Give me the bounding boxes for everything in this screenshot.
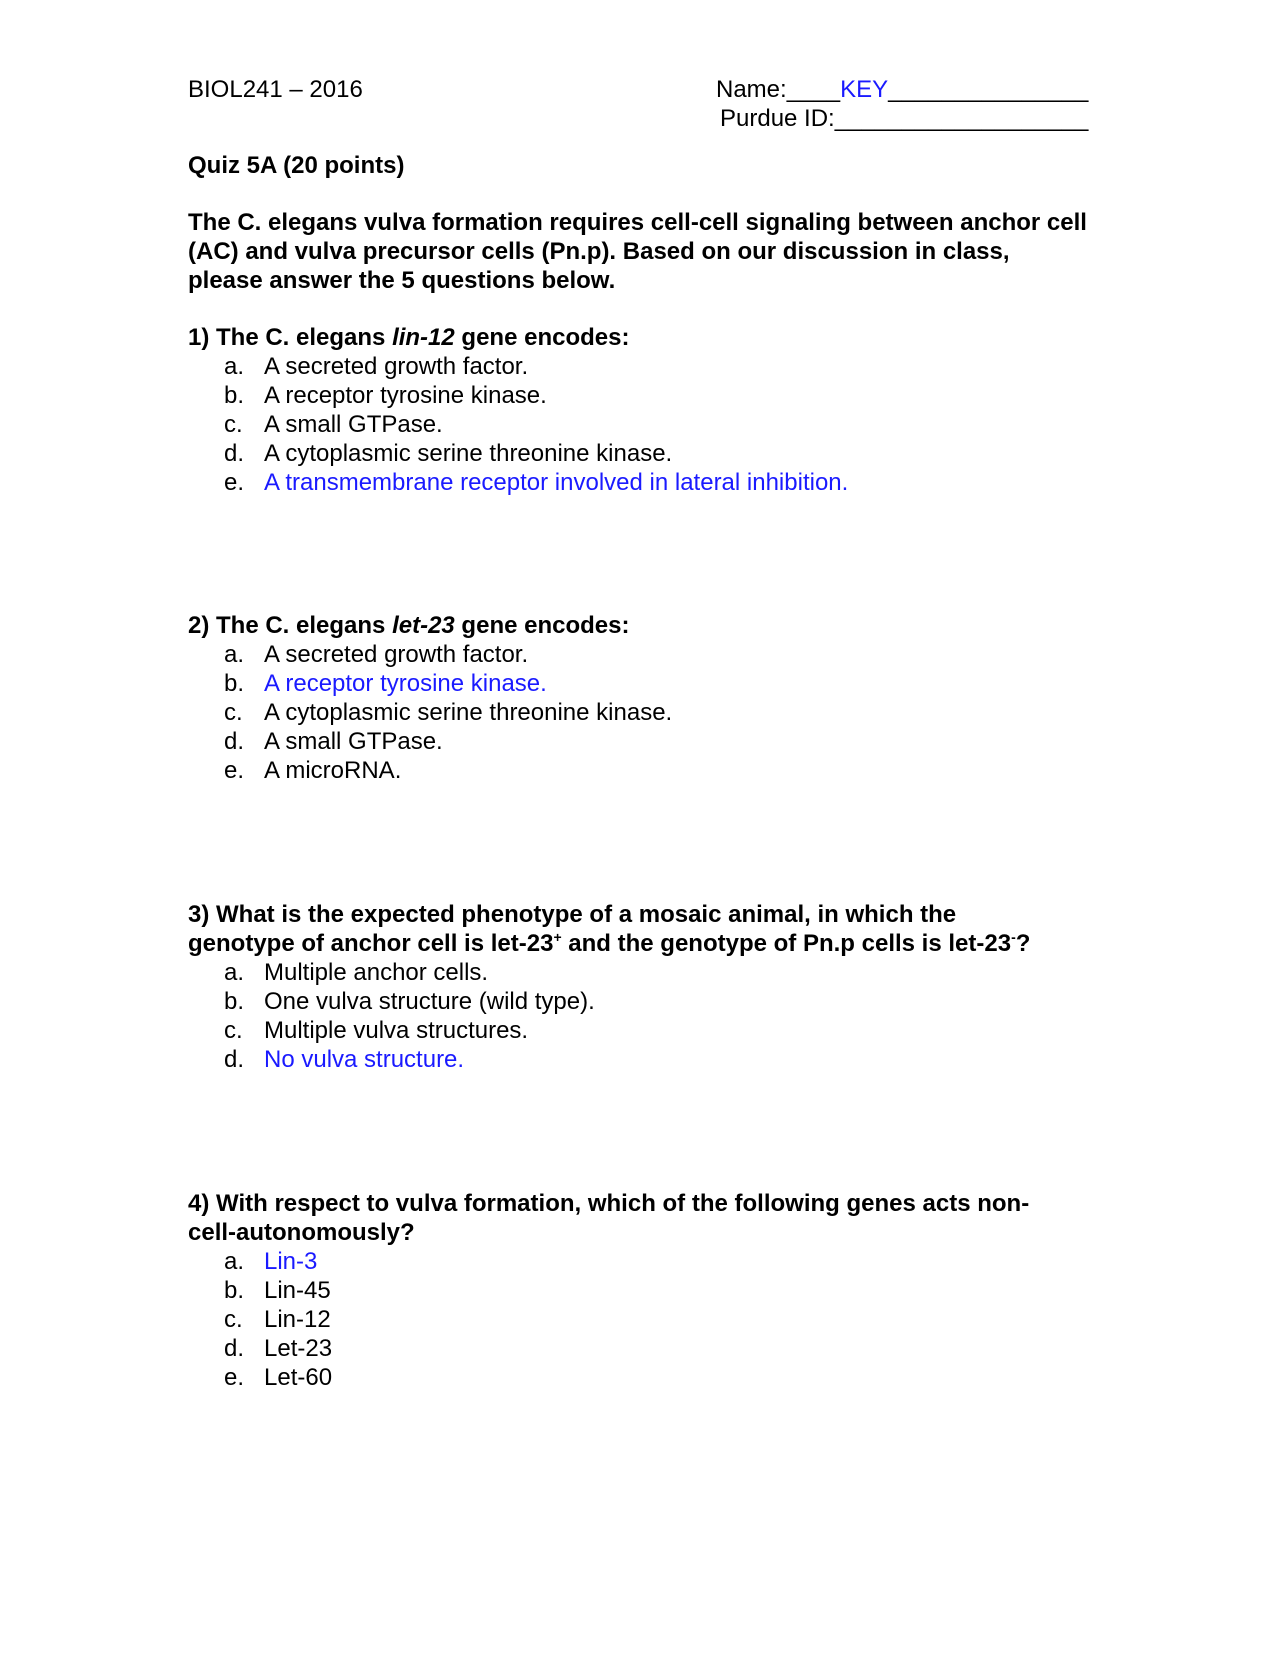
- option-item: [224, 698, 672, 727]
- question-3-title: [188, 900, 1088, 958]
- answer-text: Lin-3: [264, 1248, 318, 1275]
- question-4-title: [188, 1189, 1088, 1247]
- option-letter: d.: [224, 1046, 245, 1073]
- option-letter: c.: [224, 699, 243, 726]
- question-2-suffix: gene encodes:: [454, 612, 630, 639]
- option-item: [224, 1334, 332, 1363]
- option-item: [224, 381, 848, 410]
- option-item: [224, 1276, 332, 1305]
- course-label: BIOL241 – 2016: [188, 76, 363, 103]
- option-item-answer: [224, 1045, 595, 1074]
- option-item: [224, 1016, 595, 1045]
- option-item: [224, 1305, 332, 1334]
- option-item: [224, 640, 672, 669]
- option-item: [224, 727, 672, 756]
- answer-text: No vulva structure.: [264, 1046, 465, 1073]
- option-text: A small GTPase.: [264, 728, 443, 755]
- option-text: Lin-12: [264, 1306, 331, 1333]
- option-item: [224, 756, 672, 785]
- option-text: Multiple anchor cells.: [264, 959, 489, 986]
- option-text: Multiple vulva structures.: [264, 1017, 529, 1044]
- option-text: A small GTPase.: [264, 411, 443, 438]
- option-letter: b.: [224, 1277, 245, 1304]
- option-item-answer: [224, 468, 848, 497]
- option-item: [224, 1363, 332, 1392]
- option-text: A cytoplasmic serine threonine kinase.: [264, 699, 673, 726]
- quiz-title: Quiz 5A (20 points): [188, 152, 405, 179]
- question-3-options: [224, 958, 595, 1074]
- option-letter: e.: [224, 469, 245, 496]
- question-3-line-1: 3) What is the expected phenotype of a mosaic animal, in which the: [188, 901, 957, 928]
- option-letter: a.: [224, 1248, 245, 1275]
- name-value: KEY: [840, 76, 889, 103]
- answer-text: A transmembrane receptor involved in lateral inhibition.: [264, 469, 849, 496]
- name-line: [716, 75, 1088, 104]
- option-letter: d.: [224, 440, 245, 467]
- option-letter: d.: [224, 1335, 245, 1362]
- option-letter: b.: [224, 988, 245, 1015]
- question-1-prefix: 1) The C. elegans: [188, 324, 393, 351]
- option-item: [224, 410, 848, 439]
- superscript-minus: -: [1011, 929, 1016, 945]
- question-3-text-c: ?: [1015, 930, 1031, 957]
- intro-paragraph: The C. elegans vulva formation requires cell-cell signaling between anchor cell (AC) and vulva precursor cells (Pn.p). Based on our discussion in class, please answer the 5 questions below.: [188, 209, 1087, 294]
- question-3-line-2: [188, 929, 1088, 958]
- name-underline: _______________: [888, 76, 1089, 103]
- question-3-text-a: genotype of anchor cell is let-23: [188, 930, 554, 957]
- option-text: Let-23: [264, 1335, 333, 1362]
- option-item: [224, 352, 848, 381]
- option-item: [224, 987, 595, 1016]
- option-text: A cytoplasmic serine threonine kinase.: [264, 440, 673, 467]
- option-text: Let-60: [264, 1364, 333, 1391]
- option-letter: c.: [224, 1306, 243, 1333]
- question-2-prefix: 2) The C. elegans: [188, 612, 393, 639]
- option-letter: b.: [224, 382, 245, 409]
- question-4-line-2: cell-autonomously?: [188, 1219, 415, 1246]
- question-1-suffix: gene encodes:: [454, 324, 630, 351]
- option-letter: c.: [224, 411, 243, 438]
- name-label: Name:____: [716, 76, 841, 103]
- option-text: One vulva structure (wild type).: [264, 988, 595, 1015]
- question-1-options: [224, 352, 848, 497]
- option-item-answer: [224, 1247, 332, 1276]
- option-letter: e.: [224, 757, 245, 784]
- option-item: [224, 958, 595, 987]
- option-text: A secreted growth factor.: [264, 641, 529, 668]
- option-letter: c.: [224, 1017, 243, 1044]
- question-1-title: [188, 323, 1088, 352]
- option-text: A receptor tyrosine kinase.: [264, 382, 547, 409]
- question-1-gene: lin-12: [392, 324, 455, 351]
- question-4-options: [224, 1247, 332, 1392]
- option-letter: a.: [224, 959, 245, 986]
- question-2-title: [188, 611, 1088, 640]
- question-4-line-1: 4) With respect to vulva formation, which of the following genes acts non-: [188, 1190, 1030, 1217]
- option-letter: a.: [224, 353, 245, 380]
- option-letter: e.: [224, 1364, 245, 1391]
- question-3-text-b: and the genotype of Pn.p cells is let-23: [561, 930, 1012, 957]
- option-letter: d.: [224, 728, 245, 755]
- option-text: A microRNA.: [264, 757, 402, 784]
- option-item: [224, 439, 848, 468]
- purdue-id-line: Purdue ID:___________________: [720, 105, 1089, 132]
- answer-text: A receptor tyrosine kinase.: [264, 670, 547, 697]
- option-item-answer: [224, 669, 672, 698]
- option-text: A secreted growth factor.: [264, 353, 529, 380]
- question-2-options: [224, 640, 672, 785]
- question-2-gene: let-23: [392, 612, 455, 639]
- option-letter: b.: [224, 670, 245, 697]
- option-letter: a.: [224, 641, 245, 668]
- superscript-plus: +: [553, 929, 562, 945]
- option-text: Lin-45: [264, 1277, 331, 1304]
